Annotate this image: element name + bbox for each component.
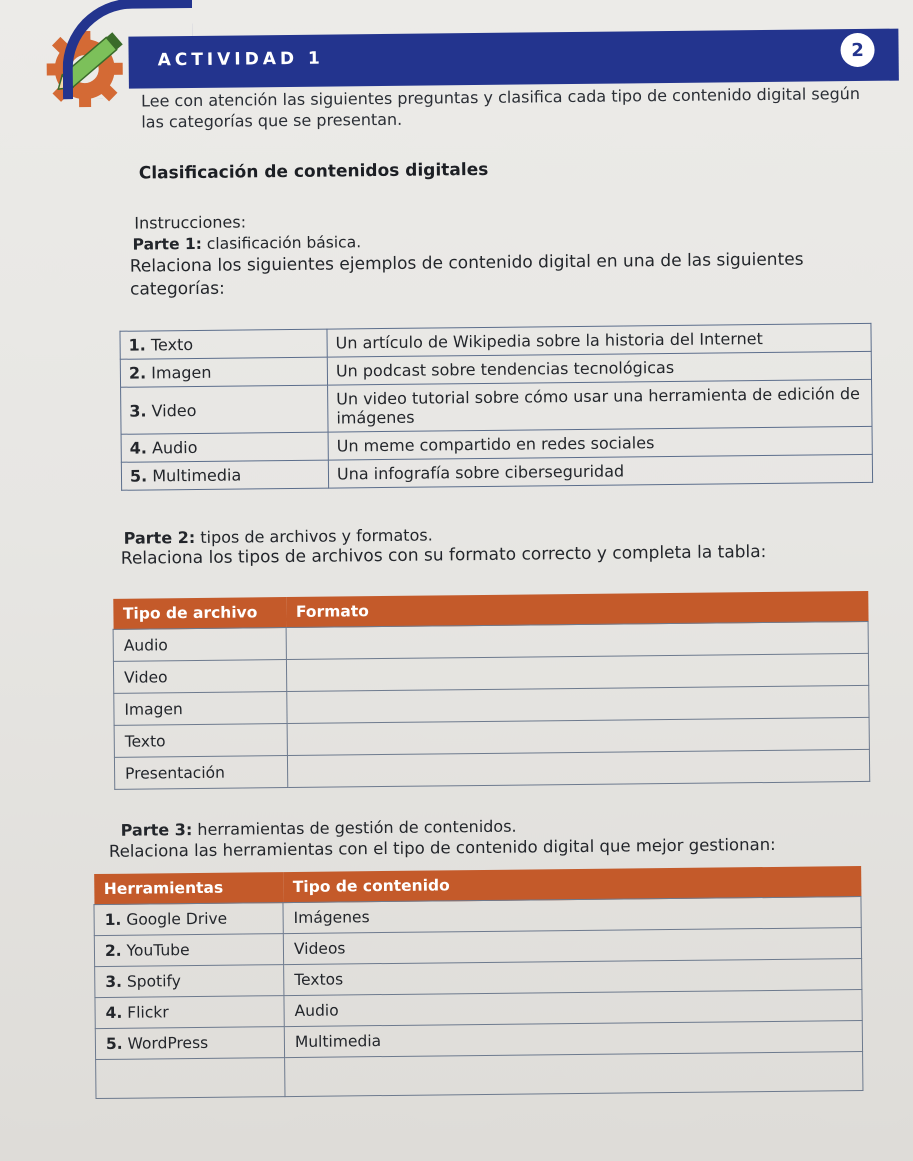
part1-description: Relaciona los siguientes ejemplos de contenido digital en una de las siguientes categorías: <box>129 249 804 300</box>
file-type-cell: Audio <box>113 628 286 662</box>
row-number: 3. <box>129 400 147 421</box>
category-label: Imagen <box>151 362 212 383</box>
file-type-cell: Video <box>113 660 286 694</box>
file-format-table <box>112 591 870 790</box>
row-number: 5. <box>105 1034 123 1053</box>
category-cell <box>120 329 327 359</box>
part2-description: Relaciona los tipos de archivos con su formato correcto y completa la tabla: <box>120 542 767 569</box>
category-label: Texto <box>150 334 194 355</box>
header-file-type: Tipo de archivo <box>113 597 286 629</box>
category-label: Multimedia <box>152 465 242 486</box>
part3-description: Relaciona las herramientas con el tipo de contenido digital que mejor gestionan: <box>108 834 776 861</box>
row-number: 4. <box>129 438 148 458</box>
file-type-cell: Presentación <box>114 756 287 790</box>
tool-label: Flickr <box>127 1003 169 1022</box>
table-row <box>121 379 872 434</box>
example-cell: Un artículo de Wikipedia sobre la historia del Internet <box>327 323 871 357</box>
example-cell: Un meme compartido en redes sociales <box>328 426 872 460</box>
content-type-cell: Audio <box>284 990 862 1027</box>
category-table <box>119 323 873 491</box>
table-row <box>114 749 869 789</box>
tool-cell <box>95 965 284 998</box>
file-type-cell: Texto <box>114 724 287 758</box>
tool-label: WordPress <box>127 1033 209 1053</box>
page-number-badge: 2 <box>840 33 874 67</box>
part1-heading <box>132 233 361 253</box>
table-row <box>96 1052 863 1099</box>
part2-heading <box>124 525 433 547</box>
row-number: 3. <box>105 972 123 991</box>
tool-cell <box>95 996 284 1029</box>
tool-cell <box>94 903 283 936</box>
part3-label: Parte 3: <box>120 820 193 840</box>
instructions-label: Instrucciones: <box>134 212 247 233</box>
part3-title: herramientas de gestión de contenidos. <box>192 816 517 840</box>
part2-title: tipos de archivos y formatos. <box>195 525 433 547</box>
part2-label: Parte 2: <box>123 527 196 548</box>
category-label: Audio <box>151 437 198 458</box>
category-cell <box>121 432 328 462</box>
example-cell: Un podcast sobre tendencias tecnológicas <box>327 351 871 385</box>
header-format: Formato <box>286 591 868 628</box>
category-cell <box>121 385 328 434</box>
tools-table <box>93 866 863 1099</box>
example-cell: Una infografía sobre ciberseguridad <box>328 454 872 488</box>
category-cell <box>120 357 327 387</box>
example-cell: Un video tutorial sobre cómo usar una herramienta de edición de imágenes <box>328 379 872 432</box>
category-cell <box>121 460 328 490</box>
format-answer-cell[interactable] <box>287 749 869 787</box>
row-number: 1. <box>128 335 146 355</box>
activity-title: ACTIVIDAD 1 <box>157 48 324 71</box>
blank-cell[interactable] <box>285 1052 863 1097</box>
content-type-cell: Videos <box>283 928 861 965</box>
blank-cell[interactable] <box>96 1058 285 1099</box>
tool-label: YouTube <box>126 941 190 960</box>
row-number: 5. <box>129 466 148 486</box>
tool-label: Google Drive <box>126 909 228 929</box>
row-number: 2. <box>128 363 147 383</box>
header-tools: Herramientas <box>94 872 283 904</box>
tool-label: Spotify <box>126 972 181 991</box>
content-type-cell: Textos <box>284 959 862 996</box>
intro-text: Lee con atención las siguientes preguntas y clasifica cada tipo de contenido digital según las categorías que se presentan. <box>140 84 861 132</box>
section-title: Clasificación de contenidos digitales <box>138 159 489 184</box>
tool-cell <box>95 1027 284 1060</box>
part3-heading <box>121 817 517 840</box>
row-number: 2. <box>104 941 122 960</box>
content-type-cell: Imágenes <box>283 897 861 934</box>
tool-cell <box>94 934 283 967</box>
content-type-cell: Multimedia <box>284 1021 862 1058</box>
row-number: 4. <box>105 1003 123 1022</box>
row-number: 1. <box>104 910 122 929</box>
header-content-type: Tipo de contenido <box>283 866 861 903</box>
category-label: Video <box>151 400 197 420</box>
file-type-cell: Imagen <box>114 692 287 726</box>
part1-label: Parte 1: <box>132 234 203 254</box>
part1-title: clasificación básica. <box>201 233 362 253</box>
